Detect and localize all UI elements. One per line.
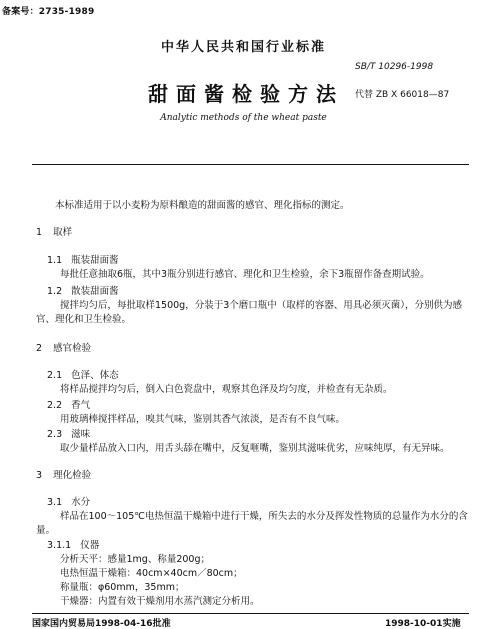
section-heading-1 [36,224,72,238]
header-divider [32,164,469,165]
document-title: 甜面酱检验方法 [148,82,344,106]
replaces-standard: 代替 ZB X 66018—87 [355,90,450,100]
section-heading-3 [36,467,91,481]
section-number: 1 [36,227,43,238]
scope-paragraph: 本标准适用于以小麦粉为原料酿造的甜面酱的感官、理化指标的测定。 [55,200,350,211]
section-3-1-text-line-1: 样品在100～105℃电热恒温干燥箱中进行干燥，所失去的水分及挥发性物质的总量作为水分的含 [60,511,468,522]
section-heading-2-2 [47,397,90,411]
section-2-3-text: 取少量样品放入口内，用舌头舔在嘴中，反复咂嘴，鉴别其滋味优劣，应味纯厚，有无异味。 [60,443,450,454]
section-heading-1-2 [47,283,119,297]
section-heading-2-1 [47,367,119,381]
implementation-date: 1998-10-01实施 [385,619,461,629]
section-2-1-text: 将样品搅拌均匀后，倒入白色瓷盘中，观察其色泽及均匀度，并检查有无杂质。 [60,384,393,395]
section-heading-3-1 [47,494,90,508]
instrument-item: 干燥器：内置有效干燥剂用水蒸汽测定分析用。 [60,596,260,607]
section-number: 2.1 [47,370,63,381]
section-number: 2.2 [47,400,63,411]
section-title: 水分 [71,497,91,508]
section-number: 1.2 [47,286,63,297]
section-number: 3.1.1 [47,540,72,551]
standard-organization: 中华人民共和国行业标准 [160,40,326,55]
approval-note: 国家国内贸易局1998-04-16批准 [32,619,171,629]
section-number: 1.1 [47,255,63,266]
section-title: 感官检验 [53,343,92,354]
record-number: 备案号：2735-1989 [2,7,95,17]
instrument-item: 分析天平：感量1mg、称量200g； [60,554,210,565]
footer-divider [32,613,469,614]
section-number: 3 [36,470,43,481]
instrument-item: 称量瓶：φ60mm，35mm； [60,582,185,593]
section-title: 香气 [71,400,91,411]
section-2-2-text: 用玻璃棒搅拌样品，嗅其气味，鉴别其香气浓淡，是否有不良气味。 [60,414,346,425]
standard-code: SB/T 10296-1998 [355,62,434,72]
section-title: 取样 [53,227,73,238]
section-title: 散装甜面酱 [71,286,119,297]
section-heading-1-1 [47,252,119,266]
section-number: 3.1 [47,497,63,508]
section-1-2-text-line-1: 搅拌均匀后，每批取样1500g，分装于3个磨口瓶中（取样的容器、用具必须灭菌），分别供为感 [60,300,463,311]
section-heading-2 [36,340,91,354]
english-title: Analytic methods of the wheat paste [160,113,327,123]
section-title: 理化检验 [53,470,92,481]
section-title: 滋味 [71,429,91,440]
section-3-1-text-line-2: 量。 [36,525,56,536]
section-1-2-text-line-2: 官、理化和卫生检验。 [36,314,132,325]
section-heading-2-3 [47,426,90,440]
section-number: 2 [36,343,43,354]
instrument-item: 电热恒温干燥箱：40cm×40cm／80cm； [60,568,243,579]
section-title: 瓶装甜面酱 [71,255,119,266]
section-number: 2.3 [47,429,63,440]
section-heading-3-1-1 [47,537,99,551]
section-title: 仪器 [80,540,100,551]
section-1-1-text: 每批任意抽取6瓶，其中3瓶分别进行感官、理化和卫生检验，余下3瓶留作备查期试验。 [60,269,430,280]
section-title: 色泽、体态 [71,370,119,381]
